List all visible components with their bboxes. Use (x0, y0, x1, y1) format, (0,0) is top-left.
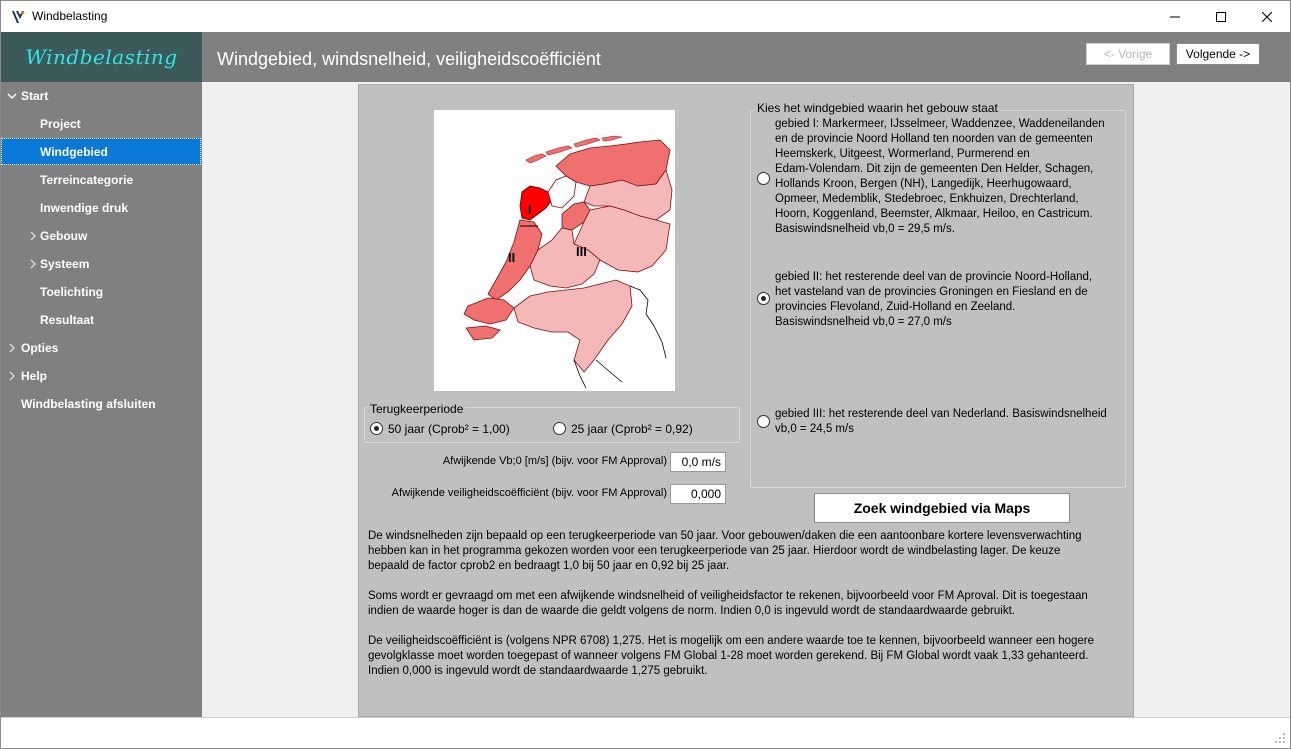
map-region (556, 140, 670, 186)
logo-text: Windbelasting (25, 45, 178, 69)
sidebar-item-help[interactable] (1, 362, 201, 389)
resize-grip-icon[interactable] (1274, 732, 1286, 744)
sidebar-item-label: Windbelasting afsluiten (21, 396, 156, 411)
sidebar-item-resultaat[interactable] (1, 306, 201, 333)
zone-label: III (576, 244, 587, 259)
logo (1, 32, 202, 82)
sidebar-item-label: Systeem (40, 256, 90, 271)
coef-input[interactable]: 0,000 (670, 484, 726, 504)
ijsselmeer (548, 176, 576, 208)
page-header (1, 32, 1290, 82)
sidebar-item-gebouw[interactable] (1, 222, 201, 249)
sidebar-item-label: Project (40, 116, 81, 131)
zone-label: II (508, 250, 516, 265)
zoek-windgebied-maps-button[interactable]: Zoek windgebied via Maps (814, 493, 1070, 523)
radio-gebied-1-label[interactable]: gebied I: Markermeer, IJsselmeer, Waddenzee, Waddeneilanden en de provincie Noord Holland ten noorden van de gemeenten Heemskerk, Uitgeest, Wormerland, Purmerend en Edam-Volendam. Dit zijn de gemeenten Den Helder, Schagen, Hollands Kroon, Bergen (NH), Langedijk, Heerhugowaard, Opmeer, Medemblik, Stedebroec, Enkhuizen, Drechterland, Hoorn, Koggenland, Beemster, Alkmaar, Heiloo, en Castricum. Basiswindsnelheid vb,0 = 29,5 m/s. (775, 118, 1105, 235)
sidebar-item-label: Start (21, 88, 49, 103)
close-icon (1262, 12, 1272, 22)
wind-zone-map (434, 110, 675, 391)
minimize-icon (1170, 12, 1180, 22)
radio-gebied-2[interactable] (757, 292, 770, 305)
sidebar-item-systeem[interactable] (1, 250, 201, 277)
sidebar-item-label: Opties (21, 340, 59, 355)
sidebar-item-terreincategorie[interactable] (1, 166, 201, 193)
sidebar-item-toelichting[interactable] (1, 278, 201, 305)
sidebar-item-inwendige-druk[interactable] (1, 194, 201, 221)
sidebar-item-label: Gebouw (40, 228, 88, 243)
window-title: Windbelasting (32, 9, 108, 23)
minimize-button[interactable] (1152, 1, 1198, 32)
sidebar-item-start[interactable] (1, 82, 201, 109)
map-region (466, 326, 500, 340)
close-button[interactable] (1244, 1, 1290, 32)
vb-label: Afwijkende Vb;0 [m/s] (bijv. voor FM Approval) (442, 455, 667, 467)
title-bar (1, 1, 1290, 32)
page-title: Windgebied, windsnelheid, veiligheidscoëfficiënt (217, 49, 601, 69)
map-region (574, 138, 600, 147)
border-line (596, 360, 622, 382)
sidebar-item-label: Toelichting (40, 284, 104, 299)
sidebar-item-label: Windgebied (40, 144, 108, 159)
radio-gebied-3-label[interactable]: gebied III: het resterende deel van Nederland. Basiswindsnelheid vb,0 = 24,5 m/s (775, 408, 1107, 435)
radio-gebied-2-label[interactable]: gebied II: het resterende deel van de provincie Noord-Holland, het vasteland van de provincies Groningen en Fiesland en de provincies Flevoland, Zuid-Holland en Zeeland. Basiswindsnelheid vb,0 = 27,0 m/s (775, 271, 1093, 328)
status-bar (1, 717, 1290, 748)
radio-50-jaar[interactable] (370, 422, 383, 435)
info-text: De windsnelheden zijn bepaald op een terugkeerperiode van 50 jaar. Voor gebouwen/daken die een aantoonbare kortere levensverwachting hebben kan in het programma gekozen worden voor een terugkeerperiode van 25 jaar. Hierdoor wordt de windbelasting lager. De keuze bepaald de factor cprob2 en bedraagt 1,0 bij 50 jaar en 0,92 bij 25 jaar. Soms wordt er gevraagd om met een afwijkende windsnelheid of veiligheidsfactor te rekenen, bijvoorbeeld voor FM Aproval. Dit is toegestaan indien de waarde hoger is dan de waarde die geldt volgens de norm. Indien 0,0 is ingevuld wordt de standaardwaarde gebruikt. De veiligheidscoëfficiënt is (volgens NPR 6708) 1,275. Het is mogelijk om een andere waarde toe te kennen, bijvoorbeeld wanneer een hogere gevolgklasse moet worden toegepast of wanneer volgens FM Global 1-28 moet worden gerekend. Bij FM Global wordt vaak 1,33 gehanteerd. Indien 0,000 is ingevuld wordt de standaardwaarde 1,275 gebruikt. (368, 530, 1095, 677)
radio-25-jaar[interactable] (553, 422, 566, 435)
zone-label: I (528, 202, 532, 217)
netherlands-map (434, 110, 675, 391)
sidebar-item-project[interactable] (1, 110, 201, 137)
sidebar-item-label: Terreincategorie (40, 172, 134, 187)
previous-button[interactable]: <- Vorige (1086, 43, 1170, 65)
sidebar-item-label: Inwendige druk (40, 200, 129, 215)
windgebied-group-label: Kies het windgebied waarin het gebouw staat (757, 101, 998, 115)
windgebied-panel (358, 84, 1134, 717)
map-region (520, 186, 552, 220)
sidebar-nav (1, 82, 202, 717)
maximize-button[interactable] (1198, 1, 1244, 32)
border-line (630, 286, 666, 358)
map-region (464, 298, 514, 324)
map-region (602, 136, 622, 141)
map-region (546, 146, 572, 155)
sidebar-item-label: Help (21, 368, 48, 383)
app-logo-icon (10, 9, 26, 25)
chevron-right-icon (28, 259, 38, 269)
sidebar-item-windgebied[interactable] (1, 138, 201, 165)
next-button[interactable]: Volgende -> (1176, 43, 1260, 65)
coef-label: Afwijkende veiligheidscoëfficiënt (bijv. voor FM Approval) (391, 487, 667, 499)
sidebar-item-afsluiten[interactable] (1, 390, 201, 417)
chevron-right-icon (28, 231, 38, 241)
chevron-down-icon (7, 91, 17, 101)
vb-input[interactable]: 0,0 m/s (670, 452, 726, 472)
chevron-right-icon (7, 371, 17, 381)
map-region (526, 154, 546, 163)
chevron-right-icon (7, 343, 17, 353)
sidebar-item-opties[interactable] (1, 334, 201, 361)
map-region (514, 280, 632, 372)
radio-50-jaar-label[interactable]: 50 jaar (Cprob² = 1,00) (388, 422, 510, 436)
radio-gebied-1[interactable] (757, 172, 770, 185)
terugkeerperiode-label: Terugkeerperiode (370, 402, 464, 416)
radio-25-jaar-label[interactable]: 25 jaar (Cprob² = 0,92) (571, 422, 693, 436)
radio-gebied-3[interactable] (757, 415, 770, 428)
maximize-icon (1216, 12, 1226, 22)
sidebar-item-label: Resultaat (40, 312, 95, 327)
